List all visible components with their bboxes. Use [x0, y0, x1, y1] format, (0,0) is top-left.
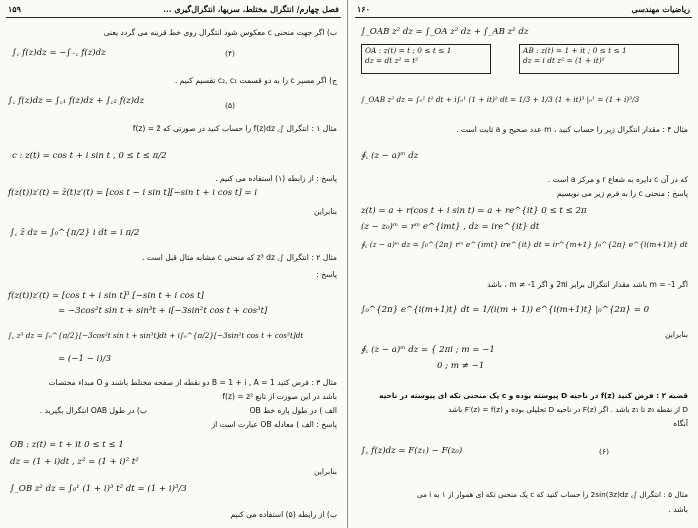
text-line: مثال ۴ : مقدار انتگرال زیر را حساب کنید ، m عدد صحیح و a ثابت است .	[456, 125, 688, 134]
text-line: ب) از رابطه (۵) استفاده می کنیم	[230, 510, 337, 519]
equation: dz = dt z² = t²	[365, 56, 419, 65]
equation: ∫꜀ f(z)dz = ∫꜀₁ f(z)dz + ∫꜀₂ f(z)dz	[8, 96, 145, 106]
equation: ∮꜀ (z − a)ᵐ dz = ∫₀^{2π} rᵐ e^{imt} ire^{it} dt = ir^{m+1} ∫₀^{2π} e^{i(m+1)t} dt	[361, 240, 688, 249]
text-line: مثال ۲ : انتگرال ∫꜀ z³ dz که منحنی c مشابه مثال قبل است .	[142, 253, 337, 262]
oa-segment-box	[361, 44, 491, 74]
equation: OA : z(t) = t ; 0 ≤ t ≤ 1	[365, 46, 452, 55]
equation: 0 ; m ≠ −1	[437, 361, 485, 371]
equation: z(t) = a + r(cos t + i sin t) = a + re^{it} 0 ≤ t ≤ 2π	[361, 206, 587, 216]
text-line: پاسخ : از رابطه (۱) استفاده می کنیم .	[215, 174, 337, 183]
header-title: فصل چهارم/ انتگرال مختلط، سریها، انتگرال‌گیری ...	[163, 4, 339, 14]
text-line: مثال ۳ : فرض کنید B = 1 + i , A = 1 دو نقطه از صفحه مختلط باشند و O مبداء مختصات	[48, 378, 337, 387]
text-line: باشد در این صورت از تابع f(z) = z²	[222, 392, 337, 401]
header-title: ریاضیات مهندسی	[631, 4, 690, 14]
equation: ∫꜀ z̄ dz = ∫₀^{π/2} i dt = i π/2	[10, 228, 140, 238]
equation: ∫꜀ z³ dz = ∫₀^{π/2}[−3cos²t sin t + sin³t]dt + i∫₀^{π/2}[−3sin²t cos t + cos³t]dt	[8, 331, 304, 340]
left-page	[0, 0, 348, 528]
text-line: پاسخ : الف ) معادله OB عبارت است از	[211, 420, 337, 429]
equation: OB : z(t) = t + it 0 ≤ t ≤ 1	[10, 440, 124, 450]
page-header	[6, 3, 341, 18]
text-line: مثال ۱ : انتگرال ∫꜀ f(z)dz را حساب کنید در صورتی که f(z) = z̄	[132, 124, 337, 133]
ab-segment-box	[519, 44, 679, 74]
equation: ∫₀^{2π} e^{i(m+1)t} dt = 1/(i(m + 1)) e^{i(m+1)t} |₀^{2π} = 0	[361, 305, 650, 315]
equation: AB : z(t) = 1 + it ; 0 ≤ t ≤ 1	[523, 46, 627, 55]
text-line: بنابراین	[313, 467, 337, 476]
text-line: پاسخ :	[316, 270, 337, 279]
text-line: D از نقطه z₀ تا z₁ باشد . اگر F(z) در ناحیه D تحلیلی بوده و F′(z) = f(z) باشد	[448, 405, 688, 414]
page-number: ۱۶۰	[357, 4, 370, 14]
right-page	[349, 0, 698, 528]
equation: ∮꜀ (z − a)ᵐ dz	[361, 151, 419, 161]
text-line: باشد .	[668, 505, 688, 514]
equation-number: (۴)	[225, 49, 236, 58]
page-number: ۱۵۹	[8, 4, 21, 14]
equation: ∫_OAB z² dz = ∫₀¹ t² dt + i∫₀¹ (1 + it)² dt = 1/3 + 1/3 (1 + it)³ |₀¹ = (1 + i)³/3	[361, 95, 640, 104]
text-line: الف ) در طول پاره خط OB	[249, 406, 337, 415]
equation: = −3cos²t sin t + sin³t + i[−3sin²t cos t + cos³t]	[58, 306, 268, 316]
equation: (z − z₀)ᵐ = rᵐ e^{imt} , dz = ire^{it} dt	[361, 222, 540, 232]
text-line: ب) اگر جهت منحنی c معکوس شود انتگرال روی خط قرینه می گردد یعنی	[103, 28, 337, 37]
text-line: آنگاه	[673, 419, 688, 428]
equation: f(z(t))z′(t) = z̄(t)z′(t) = [cos t − i sin t][−sin t + i cos t] = i	[8, 188, 258, 198]
equation: ∫꜀ f(z)dz = −∫₋꜀ f(z)dz	[12, 48, 106, 58]
theorem-line: قضیه ۲ : فرض کنید f(z) در ناحیه D پیوسته بوده و c یک منحنی تکه ای پیوسته در ناحیه	[379, 391, 688, 400]
equation: ∫꜀ f(z)dz = F(z₁) − F(z₀)	[361, 446, 463, 456]
equation: ∫_OAB z² dz = ∫_OA z² dz + ∫_AB z² dz	[361, 27, 529, 37]
text-line: که در آن c دایره به شعاع r و مرکز a است .	[547, 175, 688, 184]
text-line: پاسخ : منحنی c را به فرم زیر می نویسیم	[556, 189, 688, 198]
text-line: بنابراین	[313, 207, 337, 216]
equation: ∮꜀ (z − a)ᵐ dz = { 2πi ; m = −1	[361, 345, 495, 355]
text-line: مثال ۵ : انتگرال ∫꜀ 2sin(3z)dz را حساب کنید که c یک منحنی تکه ای هموار از ۱ به i می	[416, 490, 688, 499]
equation: c : z(t) = cos t + i sin t , 0 ≤ t ≤ π/2	[12, 151, 167, 161]
equation-number: (۵)	[225, 101, 236, 110]
equation-number: (۶)	[599, 447, 610, 456]
text-line: بنابراین	[664, 330, 688, 339]
equation: dz = (1 + i)dt , z² = (1 + i)² t²	[10, 457, 139, 467]
text-line: اگر m = -1 باشد مقدار انتگرال برابر 2πi و اگر m ≠ -1 ، باشد	[487, 280, 688, 289]
equation: dz = i dt z² = (1 + it)²	[523, 56, 605, 65]
text-line: ب) در طول OAB انتگرال بگیرید .	[39, 406, 147, 415]
text-line: ج) اگر مسیر c را به دو قسمت c₂, c₁ تقسیم کنیم .	[174, 76, 337, 85]
equation: f(z(t))z′(t) = [cos t + i sin t]³ [−sin t + i cos t]	[8, 291, 204, 301]
equation: ∫_OB z² dz = ∫₀¹ (1 + i)³ t² dt = (1 + i)³/3	[10, 484, 187, 494]
page-header	[355, 3, 692, 18]
equation: = (−1 − i)/3	[58, 354, 112, 364]
